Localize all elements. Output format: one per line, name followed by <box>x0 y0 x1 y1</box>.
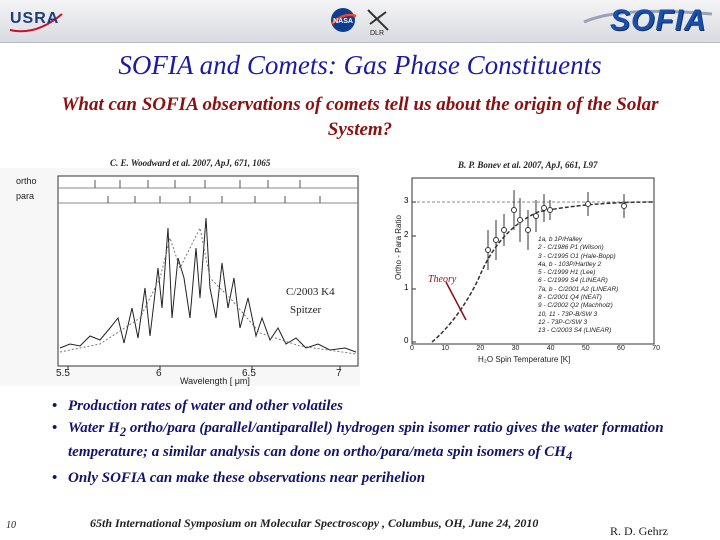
bullet-dot-icon: • <box>52 398 58 414</box>
legend-item: 2 - C/1986 P1 (Wilson) <box>538 244 604 252</box>
bullet-dot-icon: • <box>52 470 58 486</box>
right-ytick-3: 3 <box>404 196 409 205</box>
legend-item: 4a, b - 103P/Hartley 2 <box>538 260 602 268</box>
legend-item: 7a, b - C/2001 A2 (LINEAR) <box>538 285 619 293</box>
bullet-item: • Only SOFIA can make these observations near perihelion <box>52 470 426 486</box>
usra-logo-text: USRA <box>10 10 60 27</box>
left-xtick-0: 5.5 <box>56 368 70 379</box>
instrument-label: Spitzer <box>290 304 322 316</box>
usra-logo <box>8 6 64 36</box>
comet-legend <box>538 236 650 336</box>
legend-item: 8 - C/2001 Q4 (NEAT) <box>538 294 602 302</box>
right-xtick: 50 <box>581 345 590 352</box>
footer-author: R. D. Gehrz <box>610 524 668 538</box>
left-xtick-1: 6 <box>156 368 162 379</box>
legend-item: 10, 11 - 73P-B/SW 3 <box>538 310 598 318</box>
theory-label: Theory <box>428 274 457 285</box>
right-xtick: 10 <box>441 345 450 352</box>
slide-subtitle: What can SOFIA observations of comets tell us about the origin of the Solar System? <box>61 94 659 140</box>
spectrum-plot <box>0 168 360 386</box>
right-xtick: 0 <box>410 345 414 352</box>
bullet-item: • Production rates of water and other volatiles <box>52 398 344 414</box>
dlr-logo-text: DLR <box>370 30 385 37</box>
right-xtick: 60 <box>617 345 625 352</box>
bullet-dot-icon: • <box>52 420 58 436</box>
bullet-list <box>52 396 700 490</box>
legend-item: 5 - C/1999 H1 (Lee) <box>538 269 596 277</box>
legend-item: 1a, b 1P/Halley <box>538 236 583 243</box>
right-xtick: 40 <box>546 345 555 352</box>
right-ylabel: Ortho - Para Ratio <box>394 215 403 280</box>
nasa-meatball-icon <box>330 6 400 38</box>
right-xtick: 30 <box>511 345 520 352</box>
right-ytick-0: 0 <box>404 336 409 345</box>
legend-item: 6 - C/1999 S4 (LINEAR) <box>538 277 608 285</box>
left-xlabel: Wavelength [ μm] <box>180 376 250 386</box>
slide-title: SOFIA and Comets: Gas Phase Constituents <box>118 50 602 80</box>
sofia-logo <box>580 4 716 38</box>
right-ytick-1: 1 <box>404 283 409 292</box>
right-figure-citation: B. P. Bonev et al. 2007, ApJ, 661, L97 <box>458 160 598 170</box>
page-number: 10 <box>6 520 16 531</box>
footer-conference: 65th International Symposium on Molecular Spectroscopy , Columbus, OH, June 24, 2010 <box>90 516 539 530</box>
sofia-logo-text: SOFIA <box>610 4 707 37</box>
legend-item: 3 - C/1995 O1 (Hale-Bopp) <box>538 252 616 260</box>
svg-text:NASA: NASA <box>333 18 353 25</box>
right-xtick: 70 <box>652 345 660 352</box>
legend-item: 13 - C/2003 S4 (LINEAR) <box>538 327 612 335</box>
left-xtick-3: 7 <box>336 368 342 379</box>
nasa-dlr-logos <box>330 6 400 38</box>
left-figure-citation: C. E. Woodward et al. 2007, ApJ, 671, 1065 <box>110 158 271 168</box>
ortho-para-ratio-figure <box>388 160 660 392</box>
spitzer-spectrum-figure <box>0 158 360 386</box>
legend-item: 12 - 73P-C/SW 3 <box>538 318 588 326</box>
right-ytick-2: 2 <box>404 230 409 239</box>
left-xtick-2: 6.5 <box>242 368 256 379</box>
legend-item: 9 - C/2002 Q2 (Machholz) <box>538 302 613 310</box>
right-xtick: 20 <box>476 345 485 352</box>
ortho-label: ortho <box>16 176 37 186</box>
comet-label: C/2003 K4 <box>286 286 335 298</box>
dlr-emblem-icon <box>368 10 388 30</box>
right-xticks <box>410 345 660 352</box>
right-xlabel: H₂O Spin Temperature [K] <box>478 355 571 364</box>
para-label: para <box>16 191 35 201</box>
bullet-item: • Water $H_2$ ortho/para (parallel/antiparallel) hydrogen spin isomer ratio gives the water formation temperature; a similar analysis can done on ortho/para/meta spin isomers of $CH_4$ <box>52 420 664 463</box>
